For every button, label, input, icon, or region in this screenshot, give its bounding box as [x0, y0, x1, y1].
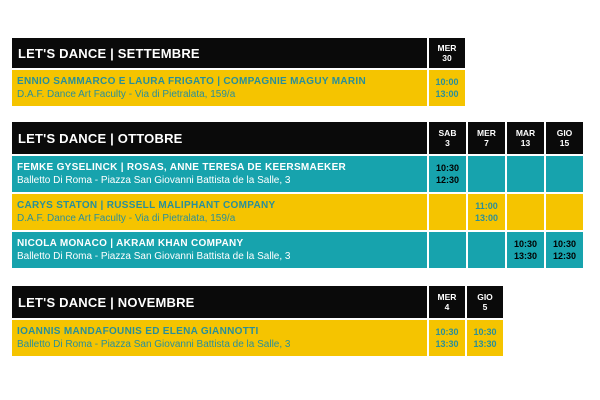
time-slot-empty — [507, 156, 546, 194]
event-info — [12, 156, 429, 194]
day-header — [468, 122, 507, 156]
slot-start: 10:30 — [513, 239, 538, 249]
slot-end: 12:30 — [552, 251, 577, 261]
event-title: FEMKE GYSELINCK | ROSAS, ANNE TERESA DE KEERSMAEKER — [17, 162, 347, 173]
section-title: LET'S DANCE | OTTOBRE — [12, 122, 429, 156]
time-slot-empty — [468, 232, 507, 270]
time-slot-empty — [429, 232, 468, 270]
slot-end: 13:00 — [474, 213, 499, 223]
day-header — [429, 286, 467, 320]
section-title: LET'S DANCE | NOVEMBRE — [12, 286, 429, 320]
time-slot — [429, 156, 468, 194]
event-title: ENNIO SAMMARCO E LAURA FRIGATO | COMPAGNIE MAGUY MARIN — [17, 76, 366, 87]
event-venue: D.A.F. Dance Art Faculty - Via di Pietralata, 159/a — [17, 89, 236, 100]
event-venue: D.A.F. Dance Art Faculty - Via di Pietralata, 159/a — [17, 213, 236, 224]
section-title: LET'S DANCE | SETTEMBRE — [12, 38, 429, 70]
event-info — [12, 320, 429, 358]
day-date: 15 — [559, 138, 570, 148]
slot-start: 10:30 — [473, 327, 497, 337]
event-row — [12, 156, 585, 194]
event-title: CARYS STATON | RUSSELL MALIPHANT COMPANY — [17, 200, 276, 211]
schedule-settembre — [12, 38, 467, 108]
time-slot-empty — [429, 194, 468, 232]
event-row — [12, 194, 585, 232]
day-date: 30 — [442, 53, 452, 63]
day-weekday: GIO — [556, 128, 573, 138]
time-slot — [467, 320, 505, 358]
time-slot — [429, 70, 467, 108]
time-slot-empty — [507, 194, 546, 232]
day-header — [546, 122, 585, 156]
time-slot — [429, 320, 467, 358]
event-title: IOANNIS MANDAFOUNIS ED ELENA GIANNOTTI — [17, 326, 259, 337]
slot-end: 12:30 — [435, 175, 460, 185]
day-header — [429, 38, 467, 70]
schedule-ottobre — [12, 122, 585, 270]
slot-end: 13:30 — [513, 251, 538, 261]
time-slot — [507, 232, 546, 270]
event-venue: Balletto Di Roma - Piazza San Giovanni Battista de la Salle, 3 — [17, 175, 291, 186]
slot-end: 13:00 — [435, 89, 459, 99]
slot-start: 10:30 — [552, 239, 577, 249]
time-slot-empty — [546, 156, 585, 194]
day-date: 13 — [520, 138, 531, 148]
day-weekday: MAR — [515, 128, 536, 138]
slot-end: 13:30 — [473, 339, 497, 349]
event-title: NICOLA MONACO | AKRAM KHAN COMPANY — [17, 238, 244, 249]
event-venue: Balletto Di Roma - Piazza San Giovanni Battista de la Salle, 3 — [17, 251, 291, 262]
slot-start: 10:30 — [435, 327, 459, 337]
day-header — [507, 122, 546, 156]
day-header — [429, 122, 468, 156]
event-info — [12, 194, 429, 232]
slot-start: 11:00 — [475, 201, 498, 211]
day-weekday: MER — [437, 43, 457, 53]
event-row — [12, 70, 467, 108]
slot-start: 10:30 — [435, 163, 460, 173]
event-info — [12, 70, 429, 108]
day-weekday: MER — [437, 292, 457, 302]
time-slot — [468, 194, 507, 232]
day-date: 7 — [484, 138, 489, 148]
time-slot — [546, 232, 585, 270]
slot-start: 10:00 — [435, 77, 459, 87]
time-slot-empty — [546, 194, 585, 232]
day-header — [467, 286, 505, 320]
day-weekday: SAB — [438, 128, 457, 138]
event-row — [12, 232, 585, 270]
day-weekday: GIO — [477, 292, 493, 302]
time-slot-empty — [468, 156, 507, 194]
event-venue: Balletto Di Roma - Piazza San Giovanni Battista de la Salle, 3 — [17, 339, 291, 350]
day-date: 4 — [444, 302, 450, 312]
event-row — [12, 320, 505, 358]
day-date: 5 — [482, 302, 488, 312]
schedule-novembre — [12, 286, 505, 358]
day-weekday: MER — [477, 128, 496, 138]
day-date: 3 — [445, 138, 450, 148]
event-info — [12, 232, 429, 270]
slot-end: 13:30 — [435, 339, 459, 349]
